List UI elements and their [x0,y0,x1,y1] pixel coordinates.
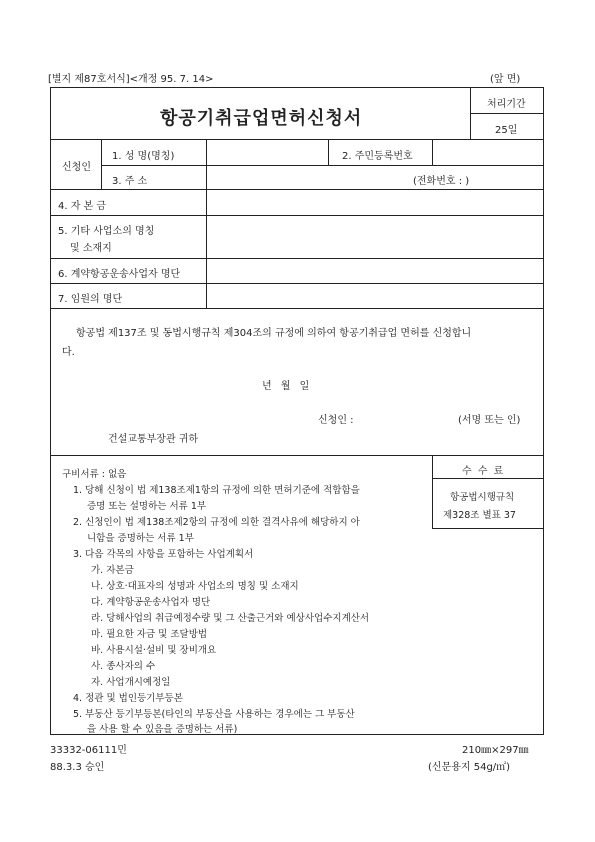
capital-field[interactable] [208,191,542,213]
rule [432,139,433,165]
form-title: 항공기취급업면허신청서 [160,108,363,129]
paper-size: 210㎜×297㎜ [462,745,529,756]
rule [101,139,102,189]
form-reference: [별지 제87호서식]<개정 95. 7. 14> [48,74,214,85]
name-label: 1. 성 명(명칭) [112,151,175,162]
name-field[interactable] [208,141,326,163]
document-item: 나. 상호·대표자의 성명과 사업소의 명칭 및 소재지 [91,581,299,592]
recipient: 건설교통부장관 귀하 [108,434,199,445]
rule [50,215,544,216]
paper-type: (신문용지 54g/㎡) [428,762,511,773]
page-side-label: (앞 면) [490,74,521,85]
signature-label: (서명 또는 인) [458,415,521,426]
phone-label: (전화번호 : ) [413,176,470,187]
document-item: 증명 또는 설명하는 서류 1부 [87,501,207,512]
contract-airline-field[interactable] [208,260,542,281]
rule [50,258,544,259]
document-item: 니함을 증명하는 서류 1부 [87,533,194,544]
other-office-field[interactable] [208,217,542,256]
other-office-label: 5. 기타 사업소의 명칭 [58,226,155,237]
address-label: 3. 주 소 [112,176,148,187]
contract-airline-label: 6. 계약항공운송사업자 명단 [58,269,181,280]
document-item: 다. 계약항공운송사업자 명단 [91,597,211,608]
rule [470,87,471,139]
document-item: 사. 종사자의 수 [91,661,156,672]
documents-heading: 구비서류 : 없음 [62,469,127,480]
rule [101,165,544,166]
form-code: 33332-06111민 [50,745,127,756]
application-statement-end: 다. [62,347,75,358]
other-office-label-line2: 및 소재지 [70,243,112,254]
rule [50,308,544,309]
application-statement: 항공법 제137조 및 동법시행규칙 제304조의 규정에 의하여 항공기취급업 면허를 신청합니 [76,328,472,339]
document-item: 자. 사업개시예정일 [91,677,171,688]
resident-number-label: 2. 주민등록번호 [342,151,413,162]
document-item: 1. 당해 신청이 법 제138조제1항의 규정에 의한 면허기준에 적합함을 [73,485,360,496]
resident-number-field[interactable] [434,141,542,163]
document-item: 2. 신청인이 법 제138조제2항의 규정에 의한 결격사유에 해당하지 아 [73,517,360,528]
document-item: 마. 필요한 자금 및 조달방법 [91,629,208,640]
processing-period-label: 처리기간 [487,99,526,110]
approval-date: 88.3.3 승인 [50,762,105,773]
document-item: 바. 사용시설·설비 및 장비개요 [91,645,217,656]
rule [50,283,544,284]
fee-rule-table: 제328조 별표 37 [443,510,516,521]
document-item: 3. 다음 각목의 사항을 포함하는 사업계획서 [73,549,254,560]
rule [206,139,207,308]
document-item: 5. 부동산 등기부등본(타인의 부동산을 사용하는 경우에는 그 부동산 [73,709,355,720]
processing-period-value: 25일 [495,125,518,136]
document-item: 을 사용 할 수 있음을 증명하는 서류) [87,724,238,735]
rule [50,189,544,190]
address-field[interactable] [208,167,408,187]
rule [432,478,544,479]
document-item: 라. 당해사업의 취급예정수량 및 그 산출근거와 예상사업수지계산서 [91,613,370,624]
document-item: 4. 정관 및 법인등기부등본 [73,693,183,704]
rule [432,528,544,529]
rule [470,113,544,114]
rule [50,139,544,140]
document-item: 가. 자본금 [91,565,134,576]
rule [328,139,329,165]
signer-label: 신청인 : [318,415,354,426]
fee-heading: 수 수 료 [462,466,504,477]
rule [432,455,433,528]
fee-rule: 항공법시행규칙 [450,492,515,503]
rule [50,455,544,456]
applicant-label: 신청인 [62,162,91,173]
officers-label: 7. 임원의 명단 [58,294,123,305]
date-line: 년 월 일 [262,381,310,392]
capital-label: 4. 자 본 금 [58,201,107,212]
officers-field[interactable] [208,285,542,306]
